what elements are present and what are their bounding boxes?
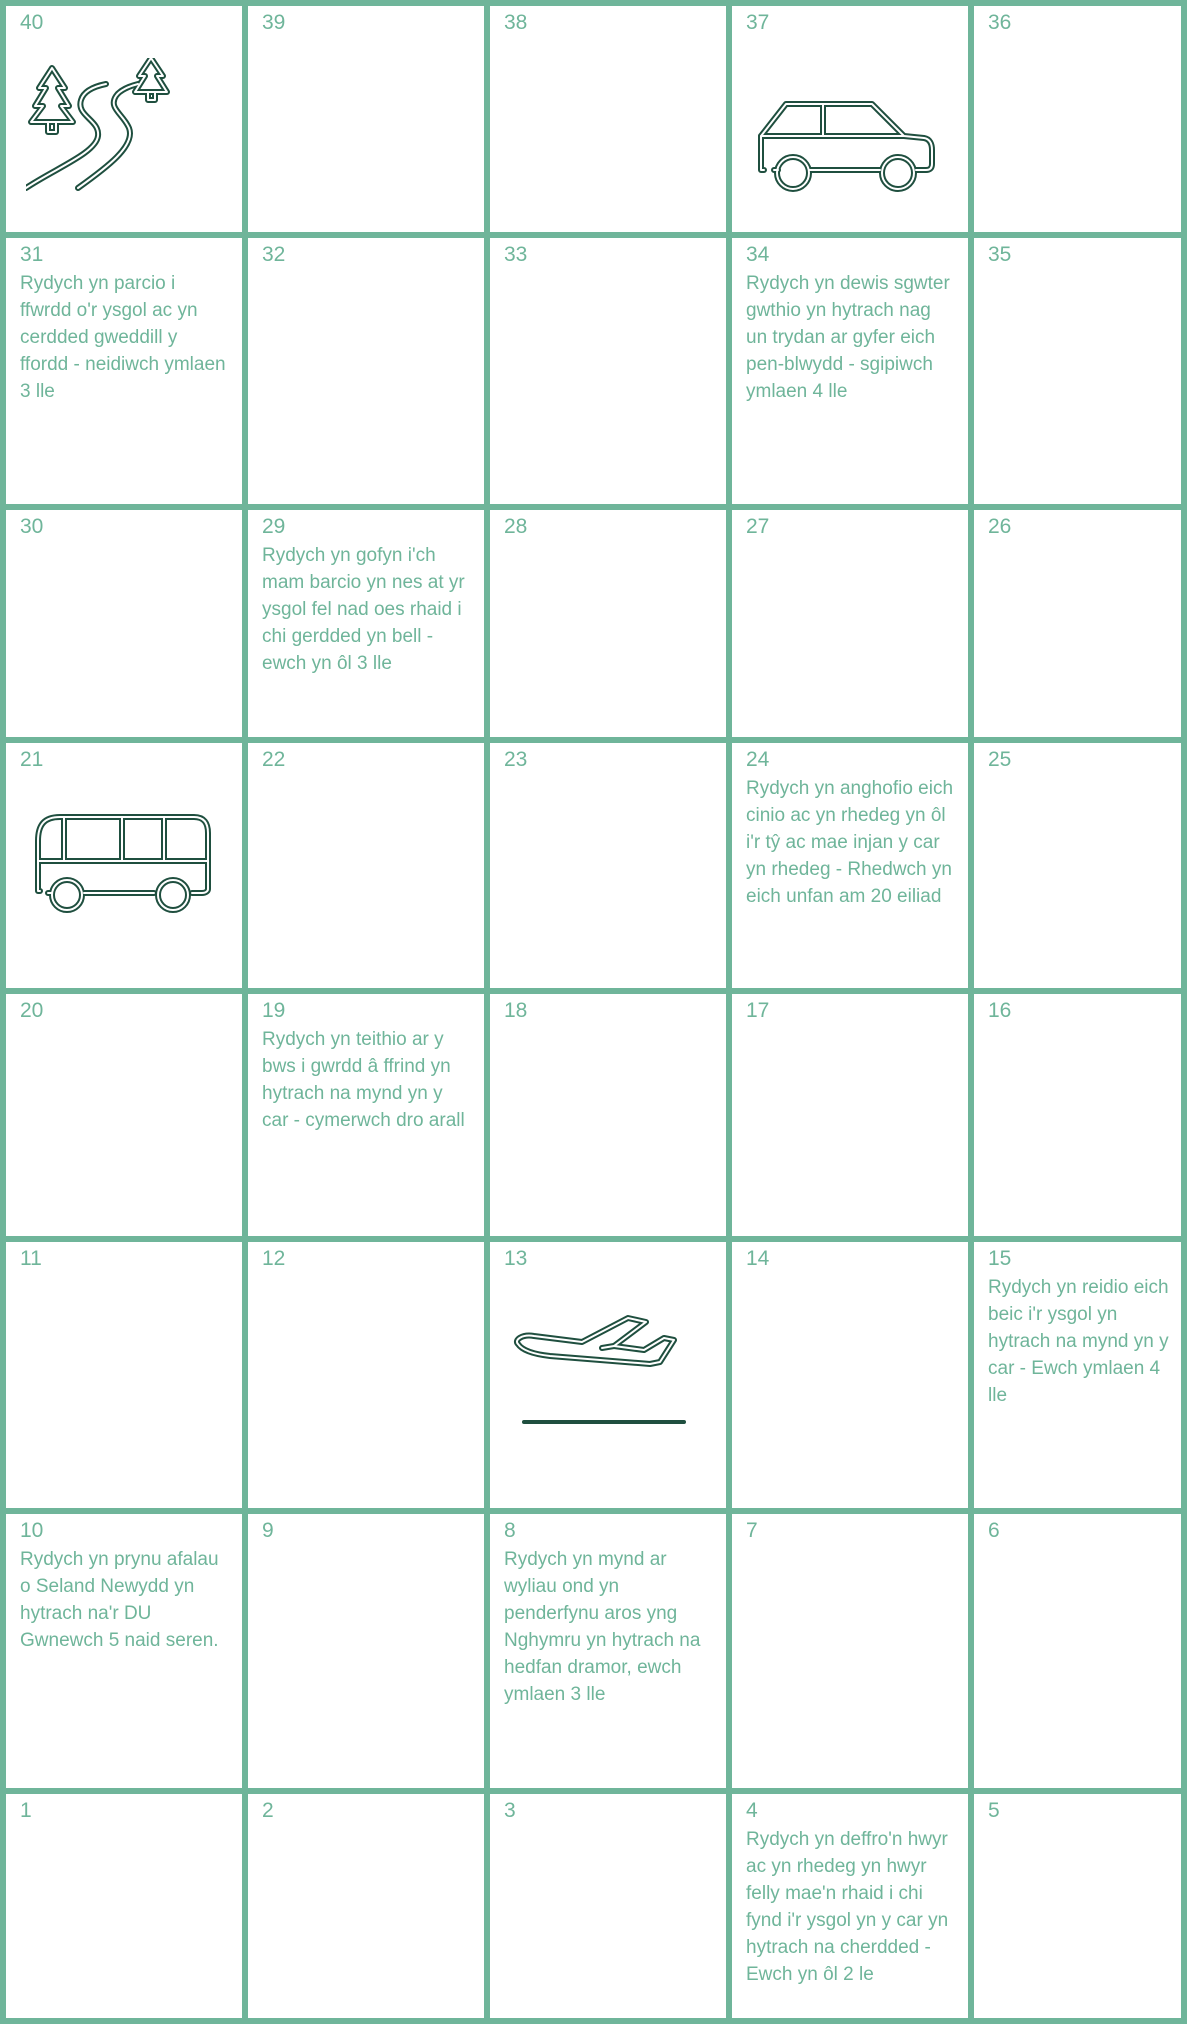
square-number: 27 bbox=[746, 515, 770, 538]
board-square-37 bbox=[732, 6, 974, 238]
square-number: 12 bbox=[262, 1247, 286, 1270]
board-square-15 bbox=[974, 1242, 1187, 1514]
square-number: 34 bbox=[746, 243, 770, 266]
board-square-35 bbox=[974, 238, 1187, 510]
square-number: 23 bbox=[504, 748, 528, 771]
square-number: 19 bbox=[262, 999, 286, 1022]
square-number: 13 bbox=[504, 1247, 528, 1270]
square-number: 4 bbox=[746, 1799, 758, 1822]
board-square-33 bbox=[490, 238, 732, 510]
square-instruction: Rydych yn teithio ar y bws i gwrdd â ffrind yn hytrach na mynd yn y car - cymerwch dro arall bbox=[262, 1029, 465, 1131]
board-square-19 bbox=[248, 994, 490, 1242]
board-square-2 bbox=[248, 1794, 490, 2024]
board-square-21 bbox=[6, 743, 248, 994]
square-number: 10 bbox=[20, 1519, 44, 1542]
board-square-40 bbox=[6, 6, 248, 238]
board-square-32 bbox=[248, 238, 490, 510]
square-number: 20 bbox=[20, 999, 44, 1022]
square-number: 40 bbox=[20, 11, 44, 34]
square-number: 31 bbox=[20, 243, 44, 266]
board-square-29 bbox=[248, 510, 490, 743]
board-square-24 bbox=[732, 743, 974, 994]
board-square-8 bbox=[490, 1514, 732, 1794]
square-number: 5 bbox=[988, 1799, 1000, 1822]
square-instruction: Rydych yn dewis sgwter gwthio yn hytrach nag un trydan ar gyfer eich pen-blwydd - sgipiwch ymlaen 4 lle bbox=[746, 273, 950, 402]
square-number: 39 bbox=[262, 11, 286, 34]
board-square-1 bbox=[6, 1794, 248, 2024]
board-square-18 bbox=[490, 994, 732, 1242]
board-square-3 bbox=[490, 1794, 732, 2024]
board-square-30 bbox=[6, 510, 248, 743]
board-square-10 bbox=[6, 1514, 248, 1794]
square-number: 37 bbox=[746, 11, 770, 34]
board-square-26 bbox=[974, 510, 1187, 743]
square-number: 25 bbox=[988, 748, 1012, 771]
square-instruction: Rydych yn parcio i ffwrdd o'r ysgol ac yn cerdded gweddill y ffordd - neidiwch ymlaen 3 lle bbox=[20, 273, 226, 402]
square-number: 36 bbox=[988, 11, 1012, 34]
board-square-16 bbox=[974, 994, 1187, 1242]
square-number: 30 bbox=[20, 515, 44, 538]
board-square-23 bbox=[490, 743, 732, 994]
board-square-11 bbox=[6, 1242, 248, 1514]
board-square-34 bbox=[732, 238, 974, 510]
square-number: 26 bbox=[988, 515, 1012, 538]
board-square-20 bbox=[6, 994, 248, 1242]
road-trees-icon bbox=[26, 58, 196, 193]
board-square-12 bbox=[248, 1242, 490, 1514]
square-number: 22 bbox=[262, 748, 286, 771]
square-number: 17 bbox=[746, 999, 770, 1022]
square-number: 1 bbox=[20, 1799, 32, 1822]
square-instruction: Rydych yn gofyn i'ch mam barcio yn nes at yr ysgol fel nad oes rhaid i chi gerdded yn bell - ewch yn ôl 3 lle bbox=[262, 545, 465, 674]
board-square-13 bbox=[490, 1242, 732, 1514]
square-number: 3 bbox=[504, 1799, 516, 1822]
square-number: 15 bbox=[988, 1247, 1012, 1270]
square-number: 2 bbox=[262, 1799, 274, 1822]
square-number: 24 bbox=[746, 748, 770, 771]
square-number: 35 bbox=[988, 243, 1012, 266]
square-number: 18 bbox=[504, 999, 528, 1022]
square-number: 32 bbox=[262, 243, 286, 266]
board-square-31 bbox=[6, 238, 248, 510]
square-instruction: Rydych yn anghofio eich cinio ac yn rhedeg yn ôl i'r tŷ ac mae injan y car yn rhedeg - Rhedwch yn eich unfan am 20 eiliad bbox=[746, 778, 954, 907]
board-square-38 bbox=[490, 6, 732, 238]
board-square-17 bbox=[732, 994, 974, 1242]
square-instruction: Rydych yn mynd ar wyliau ond yn penderfynu aros yng Nghymru yn hytrach na hedfan dramor, ewch ymlaen 3 lle bbox=[504, 1549, 701, 1705]
square-instruction: Rydych yn reidio eich beic i'r ysgol yn hytrach na mynd yn y car - Ewch ymlaen 4 lle bbox=[988, 1277, 1169, 1406]
board-square-4 bbox=[732, 1794, 974, 2024]
square-number: 7 bbox=[746, 1519, 758, 1542]
square-number: 8 bbox=[504, 1519, 516, 1542]
square-number: 29 bbox=[262, 515, 286, 538]
board-square-22 bbox=[248, 743, 490, 994]
board-square-5 bbox=[974, 1794, 1187, 2024]
square-number: 9 bbox=[262, 1519, 274, 1542]
board-square-9 bbox=[248, 1514, 490, 1794]
square-number: 14 bbox=[746, 1247, 770, 1270]
square-number: 16 bbox=[988, 999, 1012, 1022]
board-square-7 bbox=[732, 1514, 974, 1794]
car-icon bbox=[756, 98, 936, 192]
board-square-14 bbox=[732, 1242, 974, 1514]
square-number: 38 bbox=[504, 11, 528, 34]
board-square-25 bbox=[974, 743, 1187, 994]
square-number: 11 bbox=[20, 1247, 42, 1270]
airplane-takeoff-icon bbox=[510, 1314, 690, 1434]
board-square-39 bbox=[248, 6, 490, 238]
square-number: 6 bbox=[988, 1519, 1000, 1542]
square-instruction: Rydych yn deffro'n hwyr ac yn rhedeg yn hwyr felly mae'n rhaid i chi fynd i'r ysgol yn y car yn hytrach na cherdded - Ewch yn ôl 2 le bbox=[746, 1829, 949, 1985]
board-square-28 bbox=[490, 510, 732, 743]
board-square-36 bbox=[974, 6, 1187, 238]
bus-icon bbox=[30, 811, 216, 915]
square-instruction: Rydych yn prynu afalau o Seland Newydd yn hytrach na'r DU Gwnewch 5 naid seren. bbox=[20, 1549, 219, 1651]
square-number: 33 bbox=[504, 243, 528, 266]
board-square-6 bbox=[974, 1514, 1187, 1794]
board-square-27 bbox=[732, 510, 974, 743]
square-number: 21 bbox=[20, 748, 44, 771]
square-number: 28 bbox=[504, 515, 528, 538]
